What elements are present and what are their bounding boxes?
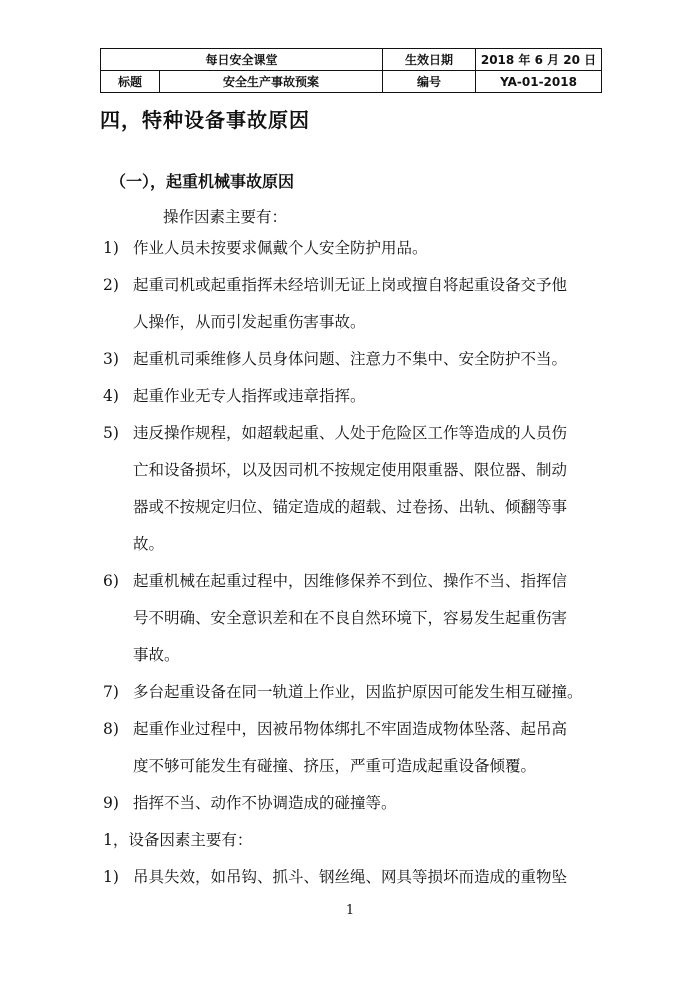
- list-item-line: 人操作，从而引发起重伤害事故。: [133, 313, 366, 331]
- list-item-number: 1): [103, 868, 119, 886]
- list-item-text: [133, 865, 601, 889]
- document-header-table: [100, 48, 602, 93]
- header-number-label: 编号: [383, 71, 476, 93]
- header-title-label: 标题: [101, 71, 160, 93]
- list-item: [103, 717, 601, 778]
- list-item-line: 起重作业过程中，因被吊物体绑扎不牢固造成物体坠落、起吊高: [133, 720, 568, 738]
- list-item-text: [133, 421, 601, 556]
- list-item-text: [133, 717, 601, 778]
- list-item-line: 起重机司乘维修人员身体问题、注意力不集中、安全防护不当。: [133, 350, 568, 368]
- list-item-number: 8): [103, 720, 119, 738]
- list-item-line: 故。: [133, 535, 165, 553]
- list-item: [103, 273, 601, 334]
- list-item: [103, 421, 601, 556]
- list-item-number: 7): [103, 683, 119, 701]
- list-item: [103, 680, 601, 704]
- list-item-line: 起重作业无专人指挥或违章指挥。: [133, 387, 366, 405]
- list-item: [103, 569, 601, 667]
- list-item-text: [133, 236, 601, 260]
- list-item-line: 器或不按规定归位、锚定造成的超载、过卷扬、出轨、倾翻等事: [133, 498, 568, 516]
- section-2-heading: 1，设备因素主要有：: [103, 831, 253, 849]
- list-item-line: 作业人员未按要求佩戴个人安全防护用品。: [133, 239, 428, 257]
- cause-list: [103, 236, 601, 889]
- header-effective-date-value: 2018 年 6 月 20 日: [476, 49, 602, 71]
- list-item-text: [133, 680, 601, 704]
- list-item-text: [133, 384, 601, 408]
- list-item: [103, 236, 601, 260]
- list-item-line: 指挥不当、动作不协调造成的碰撞等。: [133, 794, 397, 812]
- list-item-line: 起重司机或起重指挥未经培训无证上岗或擅自将起重设备交予他: [133, 276, 568, 294]
- list-item-line: 度不够可能发生有碰撞、挤压，严重可造成起重设备倾覆。: [133, 757, 537, 775]
- list-item-line: 号不明确、安全意识差和在不良自然环境下，容易发生起重伤害: [133, 609, 568, 627]
- header-number-value: YA-01-2018: [476, 71, 602, 93]
- list-item-line: 吊具失效，如吊钩、抓斗、钢丝绳、网具等损坏而造成的重物坠: [133, 868, 568, 886]
- list-item-line: 违反操作规程，如超载起重、人处于危险区工作等造成的人员伤: [133, 424, 568, 442]
- subsection-heading: （一），起重机械事故原因: [110, 172, 295, 191]
- list-item-number: 2): [103, 276, 119, 294]
- header-effective-date-label: 生效日期: [383, 49, 476, 71]
- list-item-line: 亡和设备损坏，以及因司机不按规定使用限重器、限位器、制动: [133, 461, 568, 479]
- list-item: [103, 347, 601, 371]
- list-item-text: [133, 273, 601, 334]
- page-number: 1: [345, 903, 355, 918]
- header-title-value: 安全生产事故预案: [160, 71, 383, 93]
- list-item-text: [133, 569, 601, 667]
- header-row-2: [101, 71, 602, 93]
- list-item-line: 起重机械在起重过程中，因维修保养不到位、操作不当、指挥信: [133, 572, 568, 590]
- list-item-number: 6): [103, 572, 119, 590]
- list-item-number: 9): [103, 794, 119, 812]
- intro-paragraph: 操作因素主要有：: [163, 208, 288, 226]
- list-item-line: 多台起重设备在同一轨道上作业，因监护原因可能发生相互碰撞。: [133, 683, 583, 701]
- list-item-text: [133, 791, 601, 815]
- list-item: [103, 865, 601, 889]
- section-heading: 四，特种设备事故原因: [100, 108, 310, 132]
- header-row-1: [101, 49, 602, 71]
- list-item-line: 事故。: [133, 646, 180, 664]
- list-item-number: 4): [103, 387, 119, 405]
- list-item-number: 1): [103, 239, 119, 257]
- header-course-name: 每日安全课堂: [101, 49, 383, 71]
- list-item: [103, 791, 601, 815]
- list-item-number: 5): [103, 424, 119, 442]
- list-item: [103, 384, 601, 408]
- list-item-number: 3): [103, 350, 119, 368]
- list-item-text: [133, 347, 601, 371]
